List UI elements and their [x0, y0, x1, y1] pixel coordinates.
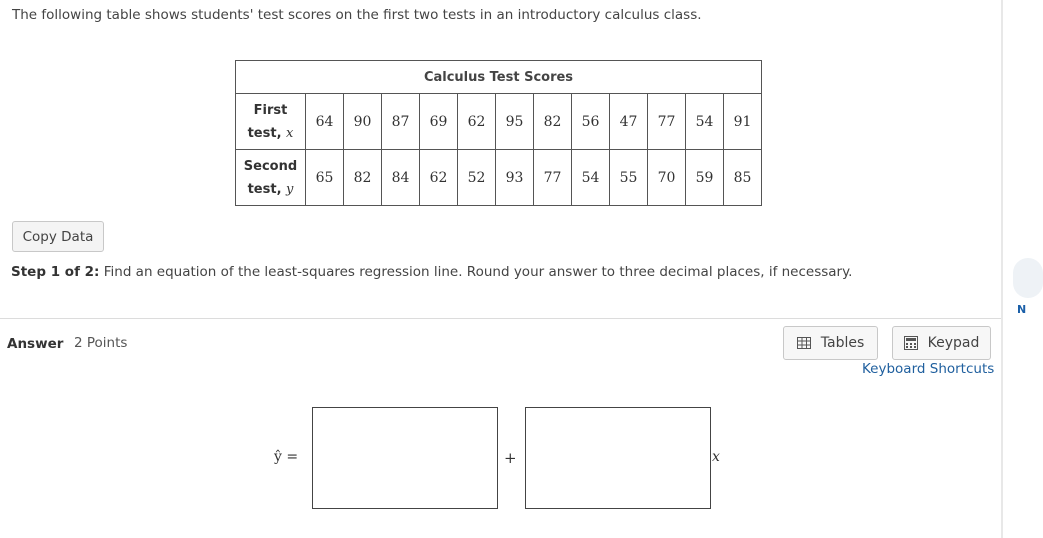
tables-button-label: Tables: [820, 335, 865, 351]
keypad-button-label: Keypad: [927, 335, 980, 351]
table-caption: Calculus Test Scores: [236, 61, 762, 94]
table-grid-icon: [797, 337, 811, 349]
table-cell: 47: [610, 94, 648, 150]
row-label-line2: test,: [247, 125, 287, 141]
step-instructions: [11, 264, 852, 280]
edge-label: N: [1017, 303, 1027, 316]
table-cell: 52: [458, 150, 496, 206]
section-divider: [0, 318, 1001, 319]
side-panel-tab[interactable]: [1013, 258, 1043, 298]
step-text: Find an equation of the least-squares regression line. Round your answer to three decimal places, if necessary.: [103, 264, 853, 280]
answer-label: Answer: [7, 336, 64, 352]
table-cell: 93: [496, 150, 534, 206]
table-cell: 95: [496, 94, 534, 150]
table-row-second-test: [236, 150, 762, 206]
table-cell: 59: [686, 150, 724, 206]
table-cell: 55: [610, 150, 648, 206]
table-cell: 87: [382, 94, 420, 150]
scores-table: [235, 60, 762, 206]
slope-input[interactable]: [525, 407, 711, 509]
table-cell: 56: [572, 94, 610, 150]
row-label-line1: Second: [243, 158, 298, 174]
keyboard-shortcuts-link[interactable]: Keyboard Shortcuts: [862, 361, 995, 377]
right-panel-border: [1001, 0, 1003, 538]
table-cell: 77: [534, 150, 572, 206]
table-cell: 82: [534, 94, 572, 150]
table-cell: 64: [306, 94, 344, 150]
step-label: Step 1 of 2:: [11, 264, 100, 280]
equation-lhs: ŷ =: [274, 449, 299, 465]
row-label-first-test: [236, 94, 306, 150]
table-cell: 91: [724, 94, 762, 150]
table-cell: 62: [420, 150, 458, 206]
equation-plus: +: [504, 449, 517, 467]
table-cell: 77: [648, 94, 686, 150]
table-cell: 70: [648, 150, 686, 206]
points-label: 2 Points: [74, 335, 128, 351]
table-cell: 54: [572, 150, 610, 206]
intercept-input[interactable]: [312, 407, 498, 509]
row-var: y: [286, 181, 294, 197]
keypad-icon: [904, 336, 918, 350]
table-row-first-test: [236, 94, 762, 150]
row-label-line1: First: [253, 102, 288, 118]
keypad-button[interactable]: [892, 326, 991, 360]
table-cell: 69: [420, 94, 458, 150]
table-cell: 85: [724, 150, 762, 206]
row-label-second-test: [236, 150, 306, 206]
table-cell: 90: [344, 94, 382, 150]
table-cell: 62: [458, 94, 496, 150]
tables-button[interactable]: [783, 326, 878, 360]
intro-text: The following table shows students' test scores on the first two tests in an introductory calculus class.: [12, 7, 702, 23]
equation-x-variable: x: [712, 449, 720, 465]
table-cell: 84: [382, 150, 420, 206]
row-var: x: [286, 125, 294, 141]
table-cell: 54: [686, 94, 724, 150]
table-cell: 65: [306, 150, 344, 206]
row-label-line2: test,: [247, 181, 287, 197]
table-cell: 82: [344, 150, 382, 206]
copy-data-button[interactable]: Copy Data: [12, 221, 104, 252]
